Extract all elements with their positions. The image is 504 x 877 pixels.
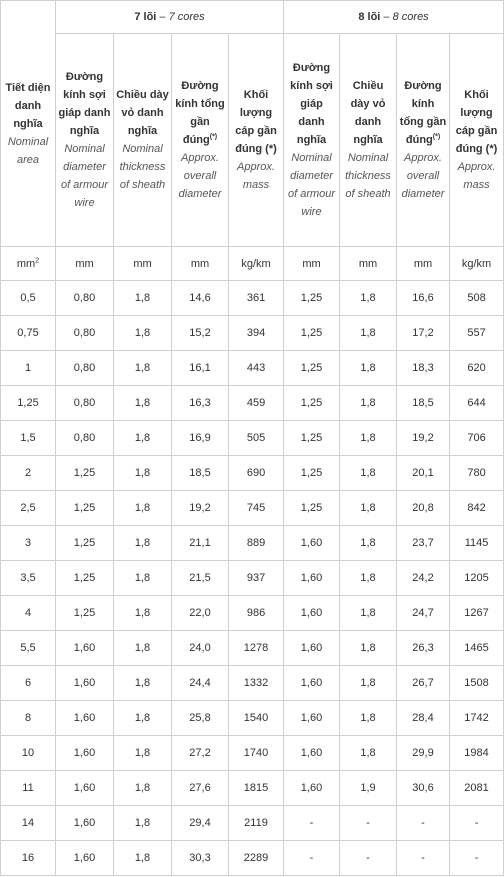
table-cell-d8: 17,2 [397, 316, 450, 351]
table-cell-d8: 23,7 [397, 526, 450, 561]
table-cell-d8: 30,6 [397, 771, 450, 806]
table-cell-s8: 1,8 [340, 351, 397, 386]
table-cell-s8: 1,8 [340, 596, 397, 631]
table-cell-s8: 1,8 [340, 421, 397, 456]
table-cell-d7: 21,1 [172, 526, 229, 561]
table-cell-m8: 1465 [450, 631, 504, 666]
table-cell-s7: 1,8 [114, 491, 172, 526]
table-cell-m7: 1540 [229, 701, 284, 736]
table-cell-d7: 16,9 [172, 421, 229, 456]
table-cell-s7: 1,8 [114, 456, 172, 491]
table-cell-d8: - [397, 806, 450, 841]
table-cell-s7: 1,8 [114, 421, 172, 456]
table-cell-s8: - [340, 806, 397, 841]
table-cell-a7: 1,25 [56, 526, 114, 561]
table-row [1, 386, 504, 421]
table-cell-s8: 1,8 [340, 316, 397, 351]
header-armour-7: Đường kính sợi giáp danh nghĩa Nominal diameter of armour wire [56, 34, 114, 247]
table-cell-d7: 18,5 [172, 456, 229, 491]
table-cell-area: 16 [1, 841, 56, 876]
table-cell-m7: 937 [229, 561, 284, 596]
table-cell-a8: 1,60 [284, 631, 340, 666]
table-row [1, 666, 504, 701]
table-cell-area: 5,5 [1, 631, 56, 666]
table-cell-s7: 1,8 [114, 351, 172, 386]
table-cell-a7: 1,25 [56, 456, 114, 491]
unit-mass: kg/km [229, 247, 284, 281]
table-cell-a8: 1,25 [284, 491, 340, 526]
table-cell-a7: 0,80 [56, 281, 114, 316]
table-row [1, 771, 504, 806]
header-sheath-8: Chiều dày vỏ danh nghĩa Nominal thickness of sheath [340, 34, 397, 247]
table-cell-s8: 1,8 [340, 631, 397, 666]
table-cell-m8: 706 [450, 421, 504, 456]
table-cell-d7: 25,8 [172, 701, 229, 736]
table-cell-d7: 15,2 [172, 316, 229, 351]
table-cell-a8: 1,60 [284, 771, 340, 806]
table-cell-d7: 27,2 [172, 736, 229, 771]
table-row [1, 561, 504, 596]
table-cell-m7: 745 [229, 491, 284, 526]
table-cell-m7: 459 [229, 386, 284, 421]
unit-area: $mm^2$ [1, 247, 56, 281]
unit-mm: mm [340, 247, 397, 281]
table-cell-m7: 443 [229, 351, 284, 386]
group-header-7-cores: 7 lõi – 7 cores [56, 1, 284, 34]
table-cell-d8: 28,4 [397, 701, 450, 736]
table-cell-a7: 1,60 [56, 771, 114, 806]
table-cell-a8: 1,60 [284, 736, 340, 771]
table-cell-s8: 1,8 [340, 526, 397, 561]
table-cell-a8: 1,25 [284, 316, 340, 351]
unit-mm: mm [56, 247, 114, 281]
table-cell-d8: 20,1 [397, 456, 450, 491]
unit-mm: mm [114, 247, 172, 281]
table-row [1, 351, 504, 386]
table-cell-a8: 1,60 [284, 561, 340, 596]
table-cell-m8: - [450, 841, 504, 876]
unit-mm: mm [172, 247, 229, 281]
table-cell-d7: 27,6 [172, 771, 229, 806]
table-cell-m8: 2081 [450, 771, 504, 806]
table-cell-m7: 889 [229, 526, 284, 561]
group-header-8-cores: 8 lõi – 8 cores [284, 1, 504, 34]
table-cell-d7: 30,3 [172, 841, 229, 876]
table-cell-area: 1 [1, 351, 56, 386]
table-cell-d8: 19,2 [397, 421, 450, 456]
table-cell-area: 11 [1, 771, 56, 806]
table-cell-a8: - [284, 806, 340, 841]
table-cell-d7: 16,3 [172, 386, 229, 421]
table-cell-m7: 2119 [229, 806, 284, 841]
table-row [1, 701, 504, 736]
table-cell-a8: 1,60 [284, 666, 340, 701]
table-row [1, 491, 504, 526]
table-cell-d8: 26,3 [397, 631, 450, 666]
table-cell-a7: 1,60 [56, 701, 114, 736]
table-row [1, 281, 504, 316]
table-cell-m7: 1815 [229, 771, 284, 806]
table-cell-s8: - [340, 841, 397, 876]
table-cell-s7: 1,8 [114, 666, 172, 701]
unit-mm: mm [397, 247, 450, 281]
header-mass-8: Khối lượng cáp gần đúng (*) Approx. mass [450, 34, 504, 247]
table-cell-area: 0,5 [1, 281, 56, 316]
table-cell-s7: 1,8 [114, 736, 172, 771]
table-cell-a7: 0,80 [56, 316, 114, 351]
table-cell-d7: 22,0 [172, 596, 229, 631]
table-cell-area: 6 [1, 666, 56, 701]
table-cell-d7: 24,0 [172, 631, 229, 666]
table-cell-s7: 1,8 [114, 561, 172, 596]
table-cell-m8: 508 [450, 281, 504, 316]
table-cell-m8: - [450, 806, 504, 841]
units-row [1, 247, 504, 281]
table-cell-d8: 20,8 [397, 491, 450, 526]
table-cell-a7: 1,60 [56, 666, 114, 701]
table-cell-a8: 1,25 [284, 421, 340, 456]
table-cell-a7: 1,25 [56, 561, 114, 596]
table-cell-area: 1,5 [1, 421, 56, 456]
table-cell-d8: 18,3 [397, 351, 450, 386]
table-cell-s8: 1,8 [340, 561, 397, 596]
table-cell-m8: 620 [450, 351, 504, 386]
table-row [1, 421, 504, 456]
table-row [1, 736, 504, 771]
table-cell-a7: 1,60 [56, 631, 114, 666]
table-cell-a8: 1,25 [284, 351, 340, 386]
table-cell-a8: 1,60 [284, 701, 340, 736]
table-cell-area: 2 [1, 456, 56, 491]
table-cell-a8: 1,60 [284, 596, 340, 631]
table-cell-m7: 2289 [229, 841, 284, 876]
table-cell-a7: 1,60 [56, 806, 114, 841]
table-cell-a8: - [284, 841, 340, 876]
table-cell-area: 8 [1, 701, 56, 736]
table-cell-area: 1,25 [1, 386, 56, 421]
table-cell-m8: 1742 [450, 701, 504, 736]
unit-mass: kg/km [450, 247, 504, 281]
table-cell-a8: 1,25 [284, 386, 340, 421]
table-cell-s8: 1,9 [340, 771, 397, 806]
table-cell-a7: 1,60 [56, 841, 114, 876]
table-cell-s7: 1,8 [114, 771, 172, 806]
table-cell-m7: 505 [229, 421, 284, 456]
table-cell-d8: 24,2 [397, 561, 450, 596]
table-cell-s7: 1,8 [114, 386, 172, 421]
table-cell-s7: 1,8 [114, 841, 172, 876]
table-cell-area: 2,5 [1, 491, 56, 526]
table-cell-s7: 1,8 [114, 631, 172, 666]
table-cell-a7: 0,80 [56, 351, 114, 386]
table-cell-m7: 1740 [229, 736, 284, 771]
table-cell-s7: 1,8 [114, 596, 172, 631]
table-cell-area: 0,75 [1, 316, 56, 351]
table-cell-d7: 29,4 [172, 806, 229, 841]
table-cell-m8: 1267 [450, 596, 504, 631]
table-cell-s8: 1,8 [340, 456, 397, 491]
table-cell-d8: 26,7 [397, 666, 450, 701]
table-cell-m8: 1508 [450, 666, 504, 701]
table-cell-s8: 1,8 [340, 666, 397, 701]
table-cell-s7: 1,8 [114, 701, 172, 736]
table-row [1, 316, 504, 351]
table-cell-d7: 14,6 [172, 281, 229, 316]
table-cell-d8: 24,7 [397, 596, 450, 631]
table-cell-m8: 780 [450, 456, 504, 491]
table-cell-m7: 986 [229, 596, 284, 631]
table-row [1, 526, 504, 561]
table-cell-a7: 1,60 [56, 736, 114, 771]
table-cell-area: 14 [1, 806, 56, 841]
header-overall-7: Đường kính tổng gần đúng(*) Approx. overall diameter [172, 34, 229, 247]
table-cell-m8: 842 [450, 491, 504, 526]
table-cell-m8: 557 [450, 316, 504, 351]
header-armour-8: Đường kính sợi giáp danh nghĩa Nominal diameter of armour wire [284, 34, 340, 247]
table-cell-s7: 1,8 [114, 316, 172, 351]
table-row [1, 841, 504, 876]
table-cell-d8: - [397, 841, 450, 876]
table-cell-a7: 1,25 [56, 596, 114, 631]
table-cell-area: 3,5 [1, 561, 56, 596]
table-row [1, 631, 504, 666]
table-cell-d8: 29,9 [397, 736, 450, 771]
table-cell-s8: 1,8 [340, 701, 397, 736]
table-cell-d8: 18,5 [397, 386, 450, 421]
table-cell-d8: 16,6 [397, 281, 450, 316]
header-sheath-7: Chiều dày vỏ danh nghĩa Nominal thickness of sheath [114, 34, 172, 247]
table-cell-s8: 1,8 [340, 281, 397, 316]
table-cell-s7: 1,8 [114, 526, 172, 561]
table-cell-m7: 394 [229, 316, 284, 351]
table-cell-d7: 19,2 [172, 491, 229, 526]
table-cell-s7: 1,8 [114, 806, 172, 841]
table-cell-area: 3 [1, 526, 56, 561]
table-cell-a7: 0,80 [56, 421, 114, 456]
table-row [1, 806, 504, 841]
unit-mm: mm [284, 247, 340, 281]
table-cell-s8: 1,8 [340, 491, 397, 526]
table-cell-a8: 1,60 [284, 526, 340, 561]
table-cell-m7: 1332 [229, 666, 284, 701]
table-cell-area: 4 [1, 596, 56, 631]
table-cell-d7: 24,4 [172, 666, 229, 701]
header-section-area: Tiết diện danh nghĩa Nominal area [1, 1, 56, 247]
table-cell-m7: 690 [229, 456, 284, 491]
table-cell-m7: 361 [229, 281, 284, 316]
table-cell-d7: 16,1 [172, 351, 229, 386]
table-cell-m8: 1145 [450, 526, 504, 561]
table-cell-m8: 1205 [450, 561, 504, 596]
table-row [1, 596, 504, 631]
header-mass-7: Khối lượng cáp gần đúng (*) Approx. mass [229, 34, 284, 247]
table-cell-s7: 1,8 [114, 281, 172, 316]
table-cell-m8: 644 [450, 386, 504, 421]
table-cell-s8: 1,8 [340, 386, 397, 421]
table-cell-area: 10 [1, 736, 56, 771]
table-cell-a7: 0,80 [56, 386, 114, 421]
table-cell-m8: 1984 [450, 736, 504, 771]
header-overall-8: Đường kính tổng gần đúng(*) Approx. overall diameter [397, 34, 450, 247]
table-cell-a8: 1,25 [284, 456, 340, 491]
table-row [1, 456, 504, 491]
table-cell-a7: 1,25 [56, 491, 114, 526]
table-cell-d7: 21,5 [172, 561, 229, 596]
table-cell-m7: 1278 [229, 631, 284, 666]
table-cell-s8: 1,8 [340, 736, 397, 771]
table-cell-a8: 1,25 [284, 281, 340, 316]
